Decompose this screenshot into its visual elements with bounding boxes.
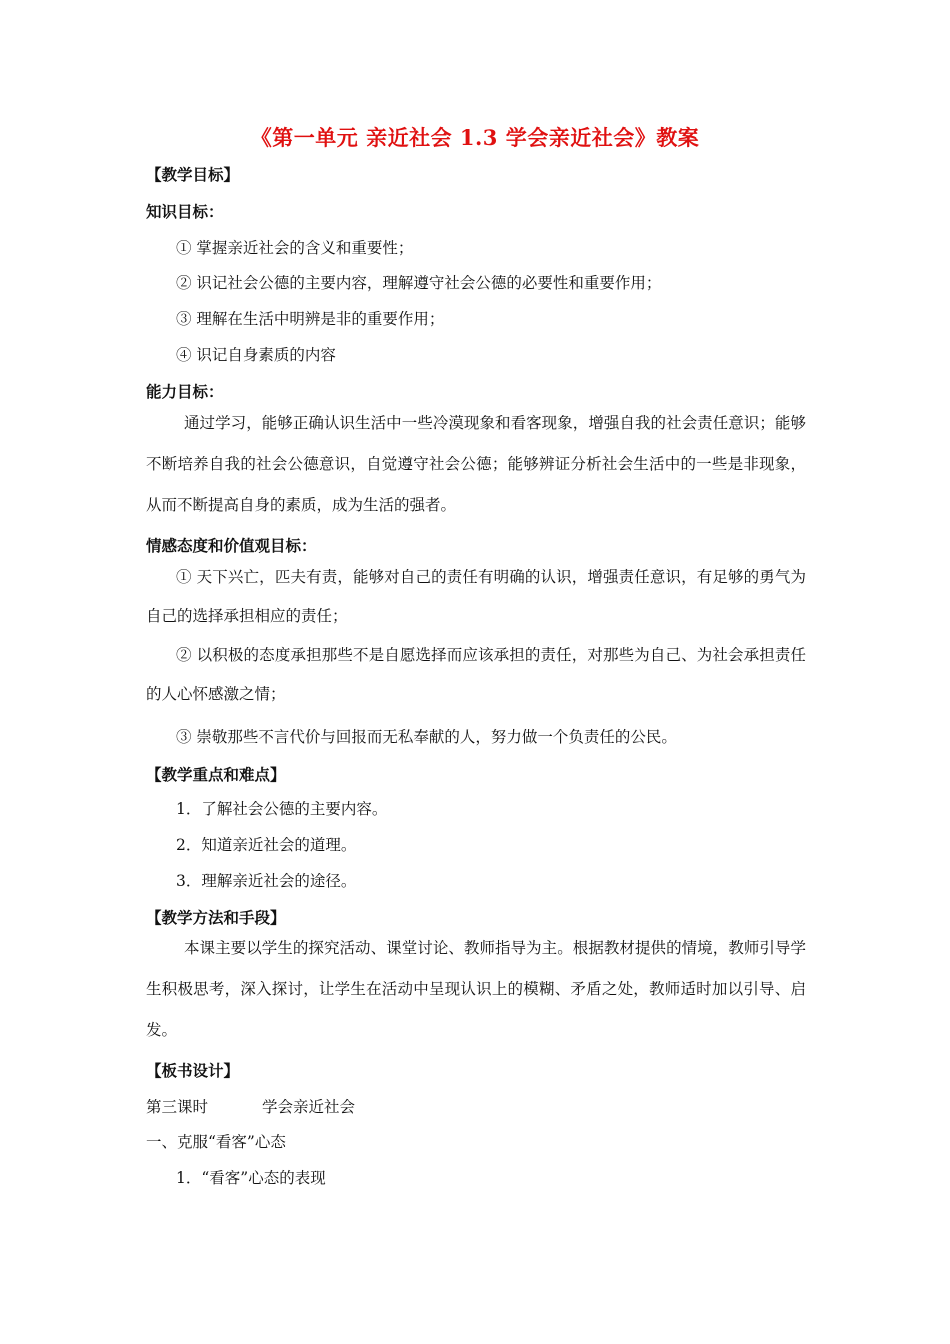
- document-title: 《第一单元 亲近社会 1.3 学会亲近社会》教案: [250, 125, 700, 150]
- keypoints-heading: 【教学重点和难点】: [146, 765, 286, 784]
- ability-paragraph: 通过学习，能够正确认识生活中一些冷漠现象和看客现象，增强自我的社会责任意识；能够不断培养自我的社会公德意识，自觉遵守社会公德；能够辨证分析社会生活中的一些是非现象，从而不断提高自身的素质，成为生活的强者。: [146, 414, 806, 514]
- emotion-item: ① 天下兴亡，匹夫有责，能够对自己的责任有明确的认识，增强责任意识，有足够的勇气为自己的选择承担相应的责任；: [146, 568, 806, 625]
- emotion-heading: 情感态度和价值观目标：: [146, 536, 317, 555]
- board-subpoint: 1．“看客”心态的表现: [176, 1169, 326, 1187]
- board-topic: 学会亲近社会: [262, 1098, 356, 1116]
- knowledge-item: ① 掌握亲近社会的含义和重要性；: [176, 239, 414, 257]
- goals-heading: 【教学目标】: [146, 165, 240, 184]
- knowledge-item: ② 识记社会公德的主要内容，理解遵守社会公德的必要性和重要作用；: [176, 274, 662, 292]
- emotion-item: ③ 崇敬那些不言代价与回报而无私奉献的人，努力做一个负责任的公民。: [176, 728, 677, 746]
- knowledge-item: ④ 识记自身素质的内容: [176, 346, 336, 364]
- keypoint-item: 1．了解社会公德的主要内容。: [176, 800, 388, 818]
- knowledge-item: ③ 理解在生活中明辨是非的重要作用；: [176, 310, 445, 328]
- keypoint-item: 3．理解亲近社会的途径。: [176, 872, 357, 890]
- board-point: 一、克服“看客”心态: [146, 1133, 286, 1151]
- keypoint-item: 2．知道亲近社会的道理。: [176, 836, 357, 854]
- board-lesson: 第三课时: [146, 1098, 209, 1116]
- emotion-item: ② 以积极的态度承担那些不是自愿选择而应该承担的责任，对那些为自己、为社会承担责任的人心怀感激之情；: [146, 646, 806, 703]
- ability-heading: 能力目标：: [146, 382, 224, 401]
- board-heading: 【板书设计】: [146, 1061, 240, 1080]
- methods-heading: 【教学方法和手段】: [146, 908, 286, 927]
- knowledge-heading: 知识目标：: [146, 202, 224, 221]
- methods-paragraph: 本课主要以学生的探究活动、课堂讨论、教师指导为主。根据教材提供的情境，教师引导学生积极思考，深入探讨，让学生在活动中呈现认识上的模糊、矛盾之处，教师适时加以引导、启发。: [146, 939, 806, 1039]
